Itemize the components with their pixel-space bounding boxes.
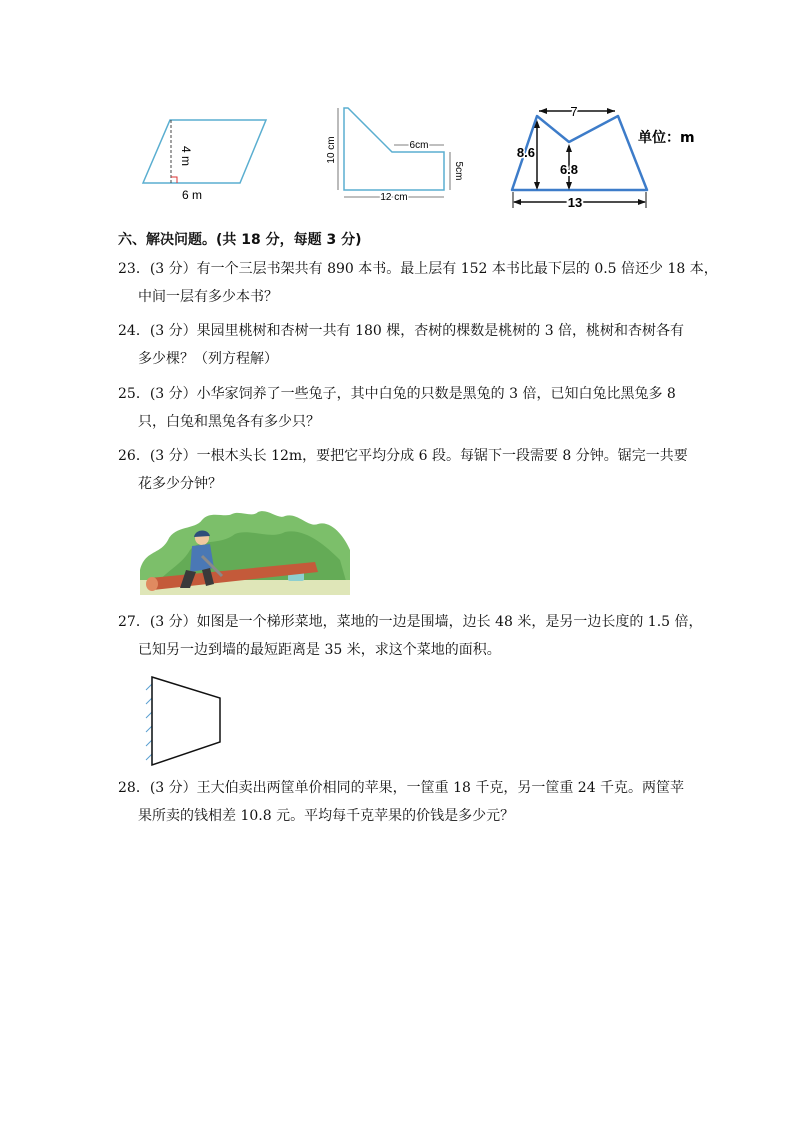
question-27-line2: 已知另一边到墙的最短距离是 35 米，求这个菜地的面积。 bbox=[138, 642, 501, 658]
question-25-line2: 只，白兔和黑兔各有多少只？ bbox=[138, 414, 320, 430]
question-28 bbox=[118, 774, 685, 830]
composite-shape bbox=[344, 108, 444, 190]
question-27-line1: 27．(3 分）如图是一个梯形菜地，菜地的一边是围墙，边长 48 米，是另一边长度的 1.5 倍， bbox=[118, 614, 703, 630]
question-23-line2: 中间一层有多少本书？ bbox=[138, 289, 278, 305]
composite-figure bbox=[322, 100, 462, 212]
parallelogram-shape bbox=[143, 120, 266, 183]
question-26-line1: 26．(3 分）一根木头长 12m，要把它平均分成 6 段。每锯下一段需要 8 分钟。锯完一共要 bbox=[118, 448, 688, 464]
top-arrow-head-left bbox=[539, 108, 547, 114]
trapezoid-field-shape bbox=[152, 677, 220, 765]
wall-hatching bbox=[146, 684, 152, 760]
question-23 bbox=[118, 255, 718, 311]
question-24 bbox=[118, 317, 685, 373]
trapezoid-field-figure bbox=[138, 672, 228, 767]
sawing-log-illustration bbox=[140, 510, 350, 595]
question-28-line2: 果所卖的钱相差 10.8 元。平均每千克苹果的价钱是多少元？ bbox=[138, 808, 515, 824]
question-27 bbox=[118, 608, 703, 664]
trapezoid-notch-figure bbox=[505, 100, 710, 215]
bottom-arrow-head-right bbox=[638, 199, 646, 205]
right-angle-mark bbox=[171, 177, 177, 183]
section-title: 六、解决问题。(共 18 分，每题 3 分) bbox=[118, 232, 362, 248]
parallelogram-figure bbox=[130, 108, 280, 203]
log-end bbox=[146, 577, 158, 591]
question-24-line2: 多少棵？（列方程解） bbox=[138, 351, 278, 367]
top-label: 6cm bbox=[409, 140, 429, 151]
bottom-arrow-head-left bbox=[513, 199, 521, 205]
mid-label: 6.8 bbox=[559, 162, 579, 177]
unit-label: 单位：m bbox=[638, 130, 695, 146]
question-28-line1: 28．(3 分）王大伯卖出两筐单价相同的苹果，一筐重 18 千克，另一筐重 24 千克。两筐苹 bbox=[118, 780, 685, 796]
left-label: 8.6 bbox=[516, 145, 535, 160]
top-label: 7 bbox=[570, 104, 578, 119]
top-arrow-head-right bbox=[607, 108, 615, 114]
height-label: 4 m bbox=[179, 145, 193, 167]
left-label: 10 cm bbox=[326, 136, 337, 164]
mid-height-head-top bbox=[566, 144, 572, 152]
bottom-label: 13 bbox=[567, 195, 583, 210]
question-26 bbox=[118, 442, 688, 498]
bottom-label: 12 cm bbox=[380, 192, 408, 203]
question-25-line1: 25．(3 分）小华家饲养了一些兔子，其中白兔的只数是黑兔的 3 倍，已知白兔比黑兔多 8 bbox=[118, 386, 676, 402]
right-label: 5cm bbox=[453, 161, 464, 181]
question-25 bbox=[118, 380, 678, 436]
base-label: 6 m bbox=[181, 188, 203, 202]
question-26-line2: 花多少分钟？ bbox=[138, 476, 222, 492]
question-23-line1: 23．(3 分）有一个三层书架共有 890 本书。最上层有 152 本书比最下层的 0.5 倍还少 18 本， bbox=[118, 261, 718, 277]
question-24-line1: 24．(3 分）果园里桃树和杏树一共有 180 棵，杏树的棵数是桃树的 3 倍，桃树和杏树各有 bbox=[118, 323, 685, 339]
